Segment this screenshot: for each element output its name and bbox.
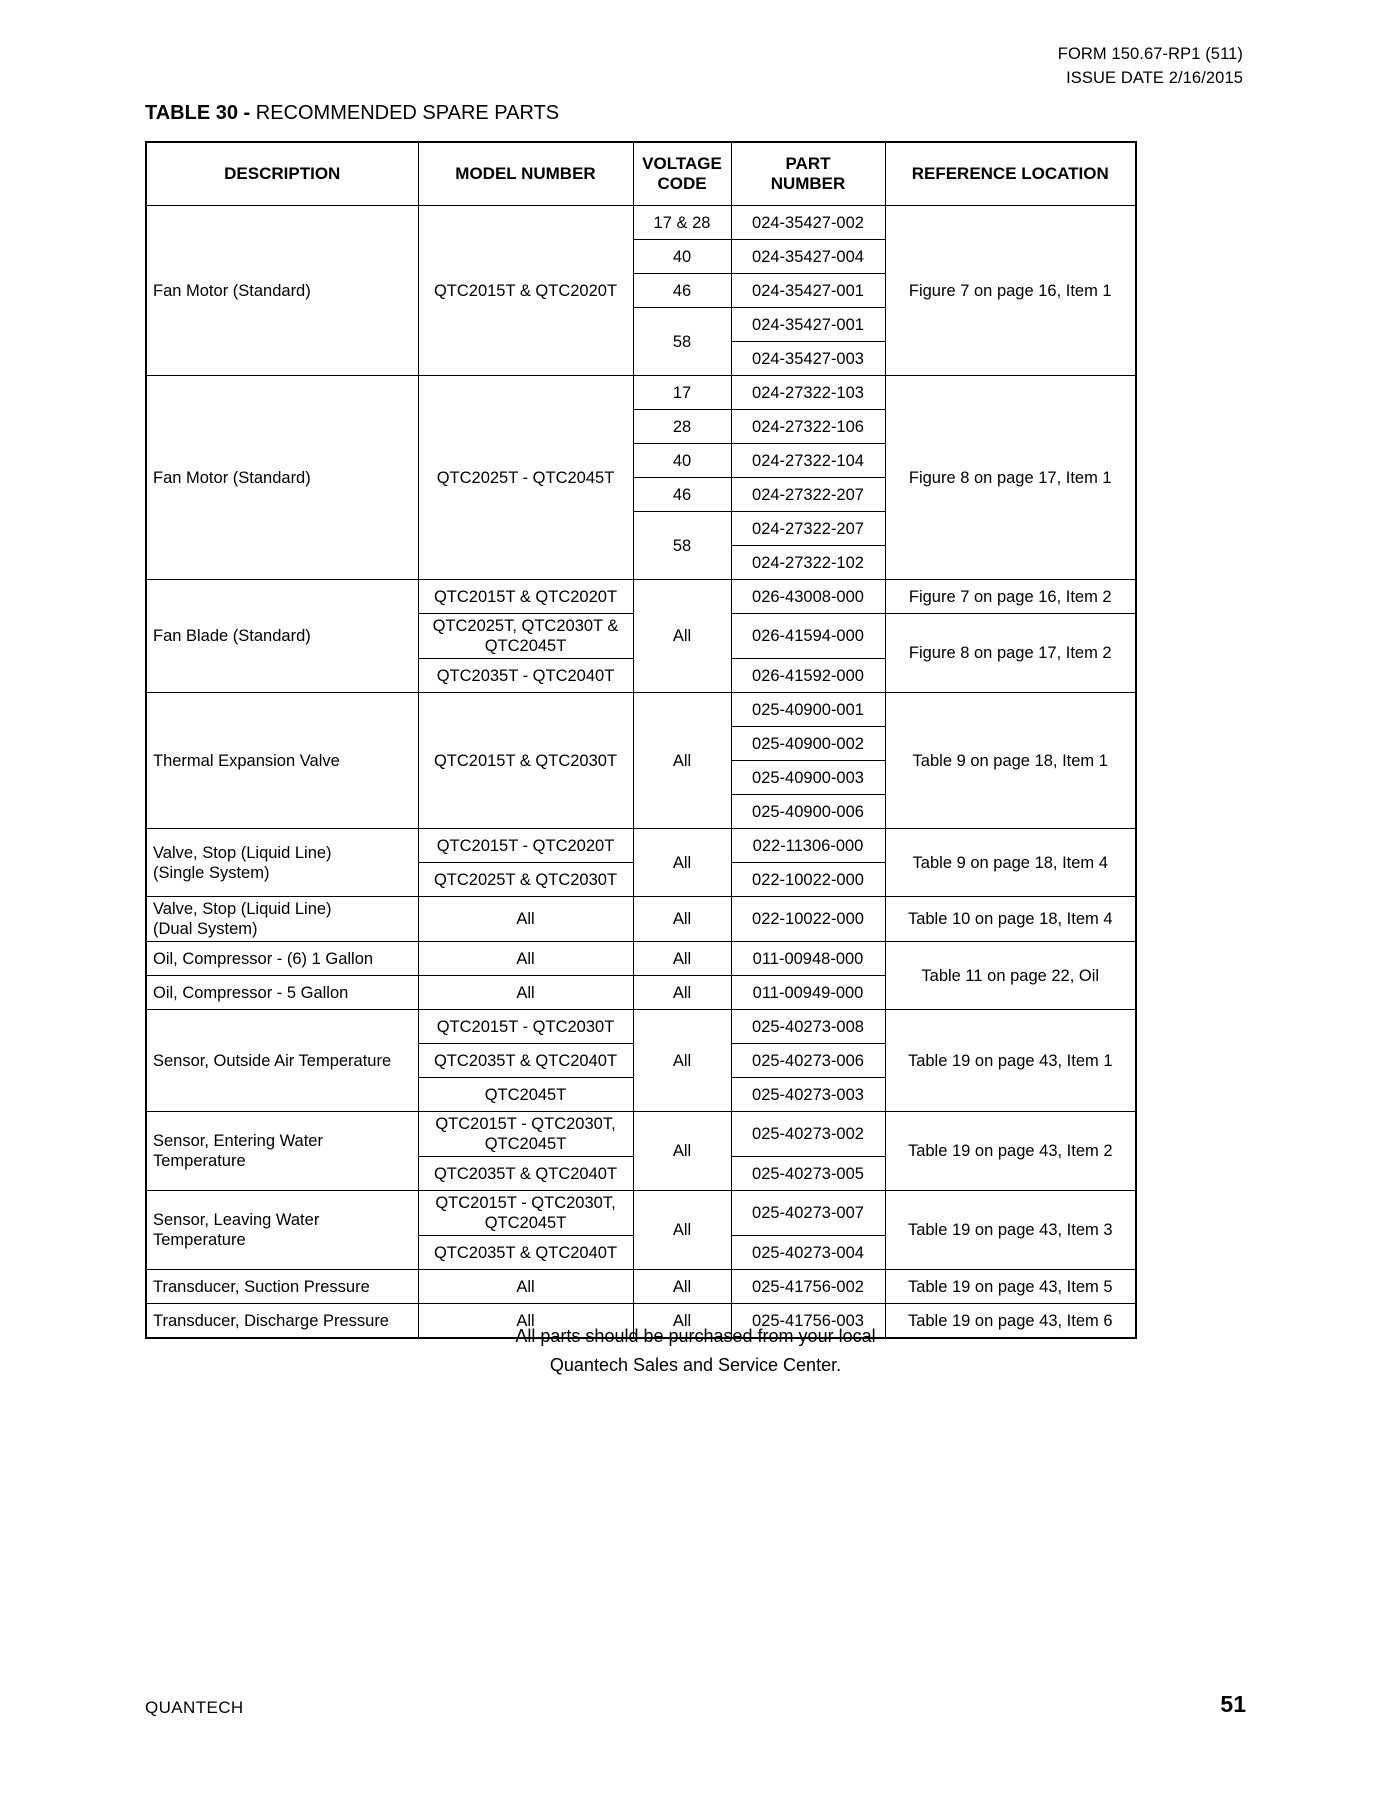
cell-model: QTC2015T - QTC2030T, QTC2045T: [418, 1191, 633, 1236]
column-header-model-number: MODEL NUMBER: [418, 142, 633, 206]
cell-voltage: 58: [633, 512, 731, 580]
cell-reference: Figure 8 on page 17, Item 1: [885, 376, 1136, 580]
cell-part: 025-40273-004: [731, 1236, 885, 1270]
cell-model: All: [418, 942, 633, 976]
cell-part: 024-35427-003: [731, 342, 885, 376]
cell-part: 022-10022-000: [731, 863, 885, 897]
cell-voltage: All: [633, 1304, 731, 1339]
cell-reference: Table 19 on page 43, Item 5: [885, 1270, 1136, 1304]
cell-description: [146, 1112, 418, 1191]
cell-model: QTC2015T - QTC2030T: [418, 1010, 633, 1044]
cell-part: 024-27322-207: [731, 512, 885, 546]
cell-model: QTC2025T & QTC2030T: [418, 863, 633, 897]
cell-voltage: All: [633, 976, 731, 1010]
cell-part: 025-40273-005: [731, 1157, 885, 1191]
cell-reference: Table 10 on page 18, Item 4: [885, 897, 1136, 942]
cell-model: All: [418, 976, 633, 1010]
table-row: [146, 1191, 1136, 1236]
cell-part: 025-40900-003: [731, 761, 885, 795]
cell-model: QTC2015T & QTC2020T: [418, 580, 633, 614]
cell-model: All: [418, 1270, 633, 1304]
document-header: [1058, 42, 1243, 90]
cell-part: 024-35427-004: [731, 240, 885, 274]
description-line-1: Sensor, Leaving Water: [153, 1211, 320, 1229]
cell-description: Fan Blade (Standard): [146, 580, 418, 693]
cell-voltage: All: [633, 1112, 731, 1191]
cell-voltage: All: [633, 942, 731, 976]
closing-note-line-2: Quantech Sales and Service Center.: [549, 1355, 842, 1375]
cell-reference: Figure 7 on page 16, Item 1: [885, 206, 1136, 376]
page-footer: [145, 1691, 1246, 1718]
cell-description: Thermal Expansion Valve: [146, 693, 418, 829]
cell-description: Transducer, Discharge Pressure: [146, 1304, 418, 1339]
cell-voltage: All: [633, 1010, 731, 1112]
table-row: [146, 1010, 1136, 1044]
cell-part: 026-41594-000: [731, 614, 885, 659]
table-row: [146, 1112, 1136, 1157]
cell-part: 024-27322-104: [731, 444, 885, 478]
cell-reference: Figure 8 on page 17, Item 2: [885, 614, 1136, 693]
column-header-description: DESCRIPTION: [146, 142, 418, 206]
recommended-spare-parts-table: [145, 141, 1137, 1339]
table-row: [146, 829, 1136, 863]
cell-part: 024-35427-001: [731, 308, 885, 342]
cell-model: QTC2015T & QTC2030T: [418, 693, 633, 829]
cell-description: [146, 829, 418, 897]
cell-model: QTC2025T - QTC2045T: [418, 376, 633, 580]
description-line-2: Temperature: [153, 1231, 246, 1249]
cell-model: QTC2035T - QTC2040T: [418, 659, 633, 693]
description-line-2: (Single System): [153, 863, 270, 882]
table-row: [146, 1270, 1136, 1304]
description-line-2: Temperature: [153, 1152, 246, 1170]
description-line-1: Valve, Stop (Liquid Line): [153, 843, 332, 862]
cell-reference: Figure 7 on page 16, Item 2: [885, 580, 1136, 614]
table-title-text: RECOMMENDED SPARE PARTS: [250, 102, 560, 124]
page-title: [145, 100, 559, 126]
closing-note-line-1: All parts should be purchased from your local: [515, 1326, 876, 1346]
cell-model: QTC2035T & QTC2040T: [418, 1157, 633, 1191]
cell-reference: Table 19 on page 43, Item 2: [885, 1112, 1136, 1191]
cell-part: 026-43008-000: [731, 580, 885, 614]
cell-part: 022-10022-000: [731, 897, 885, 942]
cell-voltage: 46: [633, 478, 731, 512]
cell-description: Oil, Compressor - 5 Gallon: [146, 976, 418, 1010]
cell-part: 011-00948-000: [731, 942, 885, 976]
cell-part: 024-35427-002: [731, 206, 885, 240]
cell-part: 025-40273-007: [731, 1191, 885, 1236]
cell-voltage: All: [633, 580, 731, 693]
cell-part: 025-40273-002: [731, 1112, 885, 1157]
cell-description: Fan Motor (Standard): [146, 206, 418, 376]
cell-part: 025-41756-002: [731, 1270, 885, 1304]
cell-model: All: [418, 1304, 633, 1339]
cell-voltage: All: [633, 1191, 731, 1270]
cell-voltage: All: [633, 693, 731, 829]
closing-note: [0, 1322, 1391, 1380]
cell-model: QTC2025T, QTC2030T & QTC2045T: [418, 614, 633, 659]
table-row: [146, 580, 1136, 614]
cell-reference: Table 9 on page 18, Item 1: [885, 693, 1136, 829]
cell-part: 024-27322-207: [731, 478, 885, 512]
cell-voltage: 40: [633, 240, 731, 274]
cell-part: 024-35427-001: [731, 274, 885, 308]
cell-part: 024-27322-106: [731, 410, 885, 444]
cell-part: 024-27322-102: [731, 546, 885, 580]
column-header-reference-location: REFERENCE LOCATION: [885, 142, 1136, 206]
table-row: [146, 897, 1136, 942]
cell-reference: Table 19 on page 43, Item 6: [885, 1304, 1136, 1339]
cell-reference: Table 19 on page 43, Item 1: [885, 1010, 1136, 1112]
table-row: [146, 206, 1136, 240]
page-number: 51: [1220, 1691, 1246, 1717]
cell-description: Sensor, Outside Air Temperature: [146, 1010, 418, 1112]
cell-description: Fan Motor (Standard): [146, 376, 418, 580]
cell-voltage: All: [633, 1270, 731, 1304]
cell-part: 026-41592-000: [731, 659, 885, 693]
cell-description: Transducer, Suction Pressure: [146, 1270, 418, 1304]
table-row: [146, 376, 1136, 410]
cell-voltage: 40: [633, 444, 731, 478]
table-row: [146, 942, 1136, 976]
cell-part: 022-11306-000: [731, 829, 885, 863]
cell-model: QTC2015T - QTC2020T: [418, 829, 633, 863]
cell-part: 025-40900-006: [731, 795, 885, 829]
column-header-part-number: PART NUMBER: [731, 142, 885, 206]
form-number: FORM 150.67-RP1 (511): [1057, 45, 1243, 63]
cell-voltage: All: [633, 829, 731, 897]
issue-date: ISSUE DATE 2/16/2015: [1066, 69, 1243, 87]
brand-name: QUANTECH: [145, 1698, 244, 1717]
cell-reference: Table 19 on page 43, Item 3: [885, 1191, 1136, 1270]
cell-model: QTC2045T: [418, 1078, 633, 1112]
cell-part: 011-00949-000: [731, 976, 885, 1010]
description-line-1: Sensor, Entering Water: [153, 1132, 323, 1150]
cell-voltage: 58: [633, 308, 731, 376]
cell-part: 024-27322-103: [731, 376, 885, 410]
cell-part: 025-40273-006: [731, 1044, 885, 1078]
table-label: TABLE 30 -: [145, 102, 251, 124]
table-row: [146, 693, 1136, 727]
cell-reference: Table 9 on page 18, Item 4: [885, 829, 1136, 897]
cell-part: 025-40900-001: [731, 693, 885, 727]
cell-description: [146, 1191, 418, 1270]
cell-model: QTC2035T & QTC2040T: [418, 1236, 633, 1270]
cell-part: 025-40900-002: [731, 727, 885, 761]
cell-model: QTC2015T & QTC2020T: [418, 206, 633, 376]
cell-description: [146, 897, 418, 942]
cell-description: Oil, Compressor - (6) 1 Gallon: [146, 942, 418, 976]
cell-voltage: 17 & 28: [633, 206, 731, 240]
cell-part: 025-40273-008: [731, 1010, 885, 1044]
cell-model: QTC2035T & QTC2040T: [418, 1044, 633, 1078]
description-line-2: (Dual System): [153, 920, 258, 938]
column-header-voltage-code: VOLTAGE CODE: [633, 142, 731, 206]
cell-model: QTC2015T - QTC2030T, QTC2045T: [418, 1112, 633, 1157]
cell-part: 025-40273-003: [731, 1078, 885, 1112]
description-line-1: Valve, Stop (Liquid Line): [153, 900, 332, 918]
table-header-row: [146, 142, 1136, 206]
cell-voltage: 17: [633, 376, 731, 410]
cell-voltage: All: [633, 897, 731, 942]
cell-voltage: 46: [633, 274, 731, 308]
cell-voltage: 28: [633, 410, 731, 444]
cell-model: All: [418, 897, 633, 942]
cell-part: 025-41756-003: [731, 1304, 885, 1339]
cell-reference: Table 11 on page 22, Oil: [885, 942, 1136, 1010]
